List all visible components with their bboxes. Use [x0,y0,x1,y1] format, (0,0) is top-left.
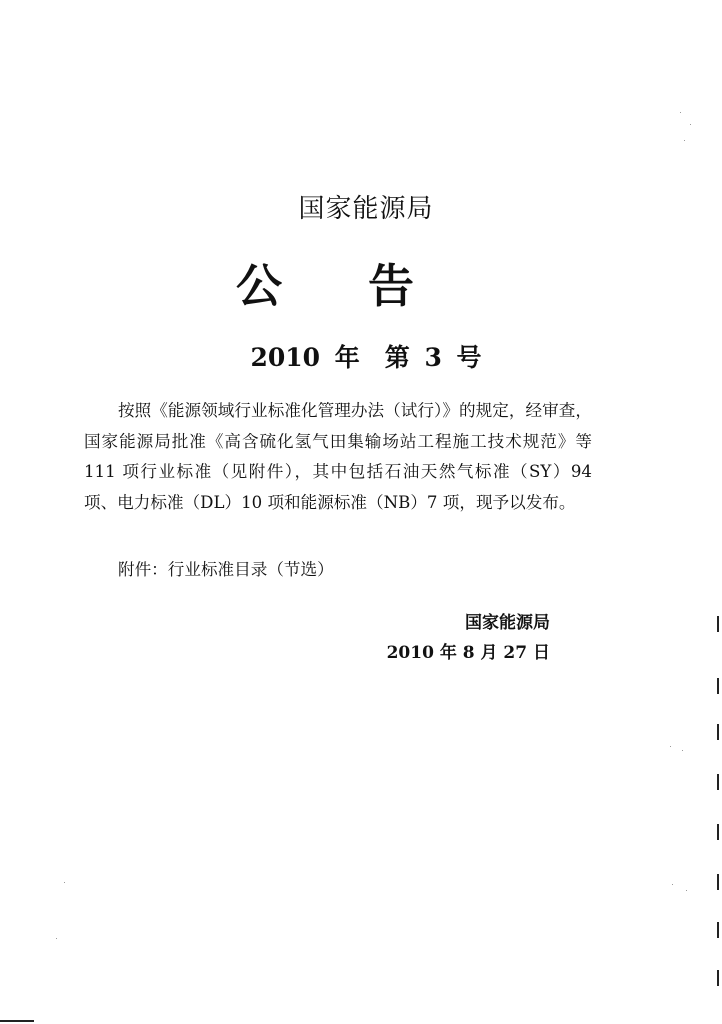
title-char-gao: 告 [368,259,414,313]
scan-edge-mark [717,616,719,632]
scan-speck [672,884,673,885]
issue-number: 2010 年 第 3 号 [250,343,482,372]
issuer-name: 国家能源局 [298,194,434,224]
signature-date: 2010 年 8 月 27 日 [386,643,550,663]
title-char-gong: 公 [236,259,282,313]
attachment-line: 附件：行业标准目录（节选） [118,560,334,579]
signature-organization: 国家能源局 [465,613,550,633]
scan-edge-mark [717,874,719,890]
scan-speck [686,890,687,891]
scan-speck [682,750,683,751]
scan-edge-mark [717,724,719,740]
scan-edge-mark [717,774,719,790]
scan-speck [690,124,691,125]
announcement-body: 按照《能源领域行业标准化管理办法（试行）》的规定，经审查，国家能源局批准《高含硫化氢气田集输场站工程施工技术规范》等 111 项行业标准（见附件），其中包括石油天然气标准（SY）94 项、电力标准（DL）10 项和能源标准（NB）7 项，现予以发布。 [84,401,592,512]
scan-speck [684,140,685,141]
scan-speck [670,746,671,747]
scan-bottom-line [0,1020,34,1022]
scan-speck [680,112,681,113]
scan-edge-mark [717,824,719,840]
scan-edge-mark [717,922,719,938]
scan-speck [64,882,65,883]
scan-speck [56,938,57,939]
scan-edge-mark [717,678,719,694]
scan-edge-mark [717,970,719,986]
